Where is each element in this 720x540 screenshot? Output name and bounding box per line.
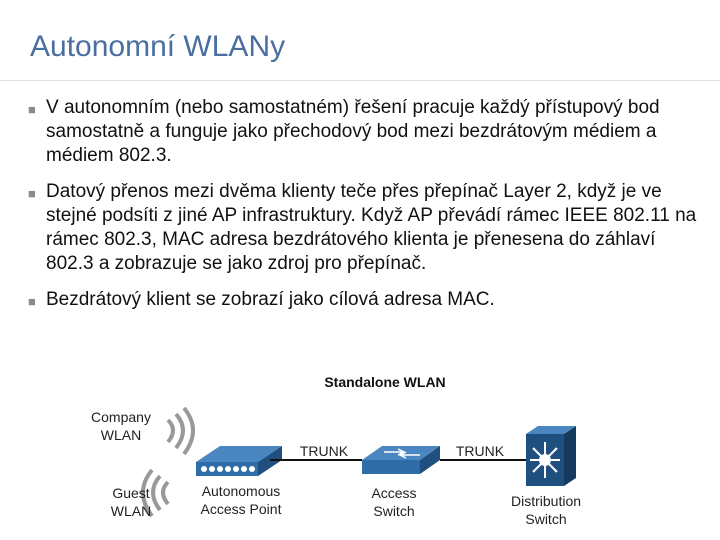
bullet-square-icon: ■	[28, 294, 36, 309]
bullet-square-icon: ■	[28, 186, 36, 201]
standalone-wlan-diagram	[0, 360, 720, 540]
slide-title: Autonomní WLANy	[30, 30, 286, 63]
title-divider	[0, 80, 720, 81]
bullet-text: Bezdrátový klient se zobrazí jako cílová adresa MAC.	[46, 289, 495, 310]
company-wlan-label: Company WLAN	[91, 409, 151, 443]
guest-wlan-label: Guest WLAN	[110, 485, 152, 519]
distribution-switch-label: Distribution Switch	[510, 493, 582, 527]
access-switch-icon	[362, 446, 440, 474]
bullet-item	[28, 288, 698, 312]
bullet-list	[28, 96, 698, 324]
access-switch-label: Access Switch	[371, 485, 417, 519]
distribution-switch-icon	[526, 426, 576, 486]
diagram-title: Standalone WLAN	[324, 374, 446, 390]
company-wlan-waves-icon	[168, 408, 193, 454]
autonomous-access-point-icon	[196, 446, 282, 476]
trunk-label-2: TRUNK	[455, 443, 505, 459]
bullet-item	[28, 180, 698, 276]
bullet-text: V autonomním (nebo samostatném) řešení pracuje každý přístupový bod samostatně a funguje jako přechodový bod mezi bezdrátovým médiem a médiem 802.3.	[46, 97, 660, 166]
bullet-text: Datový přenos mezi dvěma klienty teče přes přepínač Layer 2, když je ve stejné podsíti z jiné AP infrastruktury. Když AP převádí rámec IEEE 802.11 na rámec 802.3, MAC adresa bezdrátového klienta je přenesena do záhlaví 802.3 a zobrazuje se jako zdroj pro přepínač.	[46, 181, 697, 274]
trunk-label-1: TRUNK	[299, 443, 349, 459]
bullet-item	[28, 96, 698, 168]
bullet-square-icon: ■	[28, 102, 36, 117]
access-point-label: Autonomous Access Point	[200, 483, 282, 517]
